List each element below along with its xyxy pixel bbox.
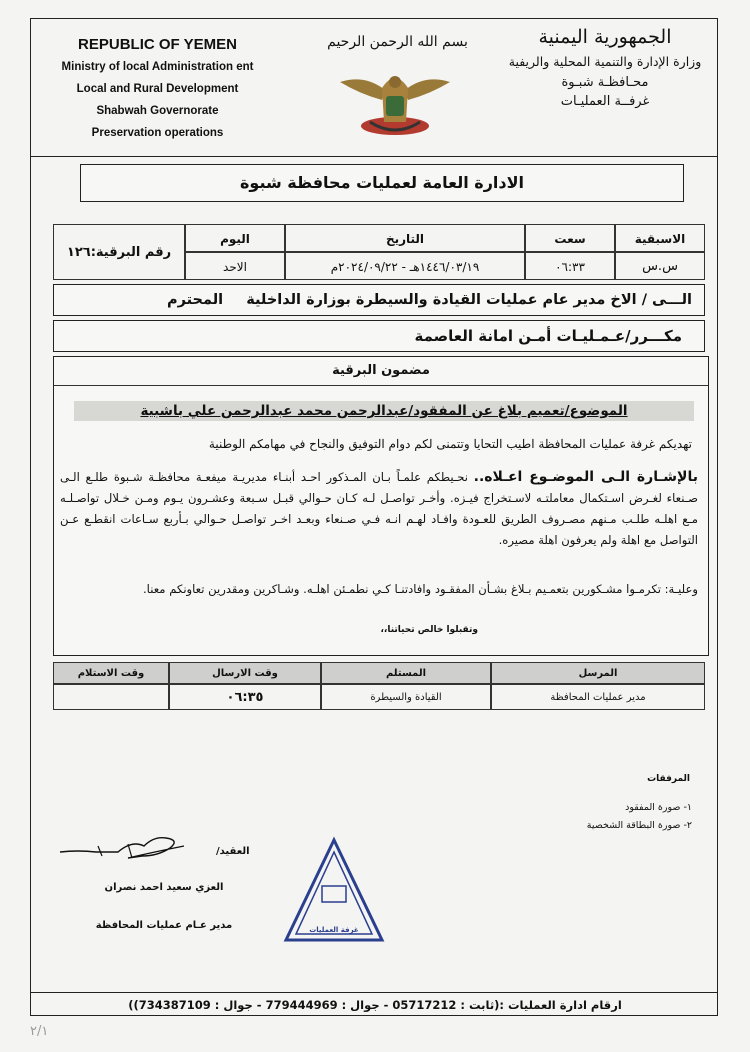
content-heading: مضمون البرقية — [54, 357, 708, 386]
footer-divider — [30, 992, 718, 993]
value-day: الاحد — [185, 252, 285, 280]
value-sender: مدير عمليات المحافظة — [491, 684, 705, 710]
recipient-text: الاخ مدير عام عمليات القيادة والسيطرة بوزارة الداخلية — [246, 292, 637, 308]
value-date: ١٤٤٦/٠٣/١٩هـ - ٢٠٢٤/٠٩/٢٢م — [285, 252, 525, 280]
label-priority: الاسبقية — [615, 224, 705, 252]
closing-line: وتقبلوا خالص تحياتنا،، — [380, 625, 478, 635]
header-en-line-3: Local and Rural Development — [76, 83, 239, 95]
label-date: التاريخ — [285, 224, 525, 252]
header-receive-time: وقت الاستلام — [53, 662, 169, 684]
signatory-title: مدير عـام عمليات المحافظة — [95, 920, 233, 931]
recipient-prefix: الـــى / — [641, 292, 692, 308]
header-en-line-4: Shabwah Governorate — [96, 105, 219, 117]
body-text-1: نحـيطكم علمـاً بـان المـذكور احـد أبنـاء مديريـة ميفعـة محافظـة شـبوة طلـع الـى صـنعاء لغـرض اسـتكمال معاملتـه لاسـتخراج فيـزه. وأخـر تواصـل لـه كـان حـوالي قبـل سـبعة وعشـرون يـوم ومـن خـلال تواصـلـه مـع اهلـه طلـب مـنهم مصـروف الطريق للعـودة وافـاد لهـم انـه فـي صـنعاء وبعـد اخـر تواصـل حـوالي بـأربع سـاعات انقطـع عـن التواصل مع اهلة ولم يعرفون اهلة مصيره. — [60, 470, 698, 547]
body-lead: بالإشـارة الـى الموضـوع اعـلاه.. — [473, 469, 698, 485]
header-english — [35, 36, 280, 139]
header-ar-line-3: محـافظـة شبـوة — [561, 75, 649, 90]
stamp-text: غرفة العمليات — [309, 926, 359, 934]
cc-row: مكـــرر/عـمـليـات أمـن امانة العاصمة — [53, 320, 705, 352]
value-receive-time — [53, 684, 169, 710]
value-send-time: ٠٦:٣٥ — [169, 684, 321, 710]
attachment-item-2: ٢- صورة البطاقة الشخصية — [586, 820, 692, 831]
attachments-label: المرفقات — [647, 774, 690, 784]
footer-contacts: ارقام ادارة العمليات :(ثابت : 05717212 - جوال : 779444969 - جوال : 734387109)) — [128, 998, 622, 1012]
bismillah: بسم الله الرحمن الرحيم — [327, 34, 468, 50]
header-en-line-1: REPUBLIC OF YEMEN — [78, 36, 237, 53]
header-en-line-5: Preservation operations — [91, 127, 224, 139]
subject-line: الموضوع/تعميم بلاغ عن المفقود/عبدالرحمن محمد عبدالرحمن علي باشبية — [74, 401, 694, 421]
body-paragraph-1 — [60, 467, 698, 551]
body-paragraph-2: وعليـة: تكرمـوا مشـكورين بتعمـيم بـلاغ بشـأن المفقـود وافادتنـا كـي نطمـئن اهلـه. وشـاكرين ومقدرين تعاونكم معنا. — [143, 582, 698, 596]
value-priority: س.س — [615, 252, 705, 280]
header-divider — [30, 156, 718, 157]
document-title: الادارة العامة لعمليات محافظة شبوة — [80, 164, 684, 202]
value-time: ٠٦:٣٣ — [525, 252, 615, 280]
label-day: اليوم — [185, 224, 285, 252]
header-en-line-2: Ministry of local Administration ent — [61, 61, 254, 73]
meta-table — [53, 224, 705, 280]
signatory-name: العزي سعيد احمد نصران — [104, 882, 224, 893]
header-send-time: وقت الارسال — [169, 662, 321, 684]
header-sender: المرسل — [491, 662, 705, 684]
signatory-rank: العقيد/ — [216, 846, 250, 857]
greeting-line: تهديكم غرفة عمليات المحافظة اطيب التحايا وتتمنى لكم دوام التوفيق والنجاح في مهامكم الوطنية — [208, 437, 692, 451]
dispatch-table — [53, 662, 705, 710]
recipient-row — [53, 284, 705, 316]
header-receiver: المستلم — [321, 662, 491, 684]
value-receiver: القيادة والسيطرة — [321, 684, 491, 710]
yemen-eagle-emblem-icon — [330, 60, 460, 140]
header-ar-line-4: غرفــة العمليـات — [560, 94, 650, 109]
label-time: سعت — [525, 224, 615, 252]
page-number: ٢/١ — [30, 1024, 49, 1039]
attachment-item-1: ١- صورة المفقود — [625, 802, 692, 813]
handwritten-signature-icon — [58, 828, 208, 868]
header-arabic — [500, 26, 710, 109]
telegram-number: رقم البرقية:١٢٦ — [53, 224, 185, 280]
header-ar-line-2: وزارة الإدارة والتنمية المحلية والريفية — [508, 54, 702, 69]
recipient-honorific: المحترم — [166, 292, 224, 308]
header-ar-line-1: الجمهورية اليمنية — [538, 26, 672, 48]
content-box — [53, 356, 709, 656]
